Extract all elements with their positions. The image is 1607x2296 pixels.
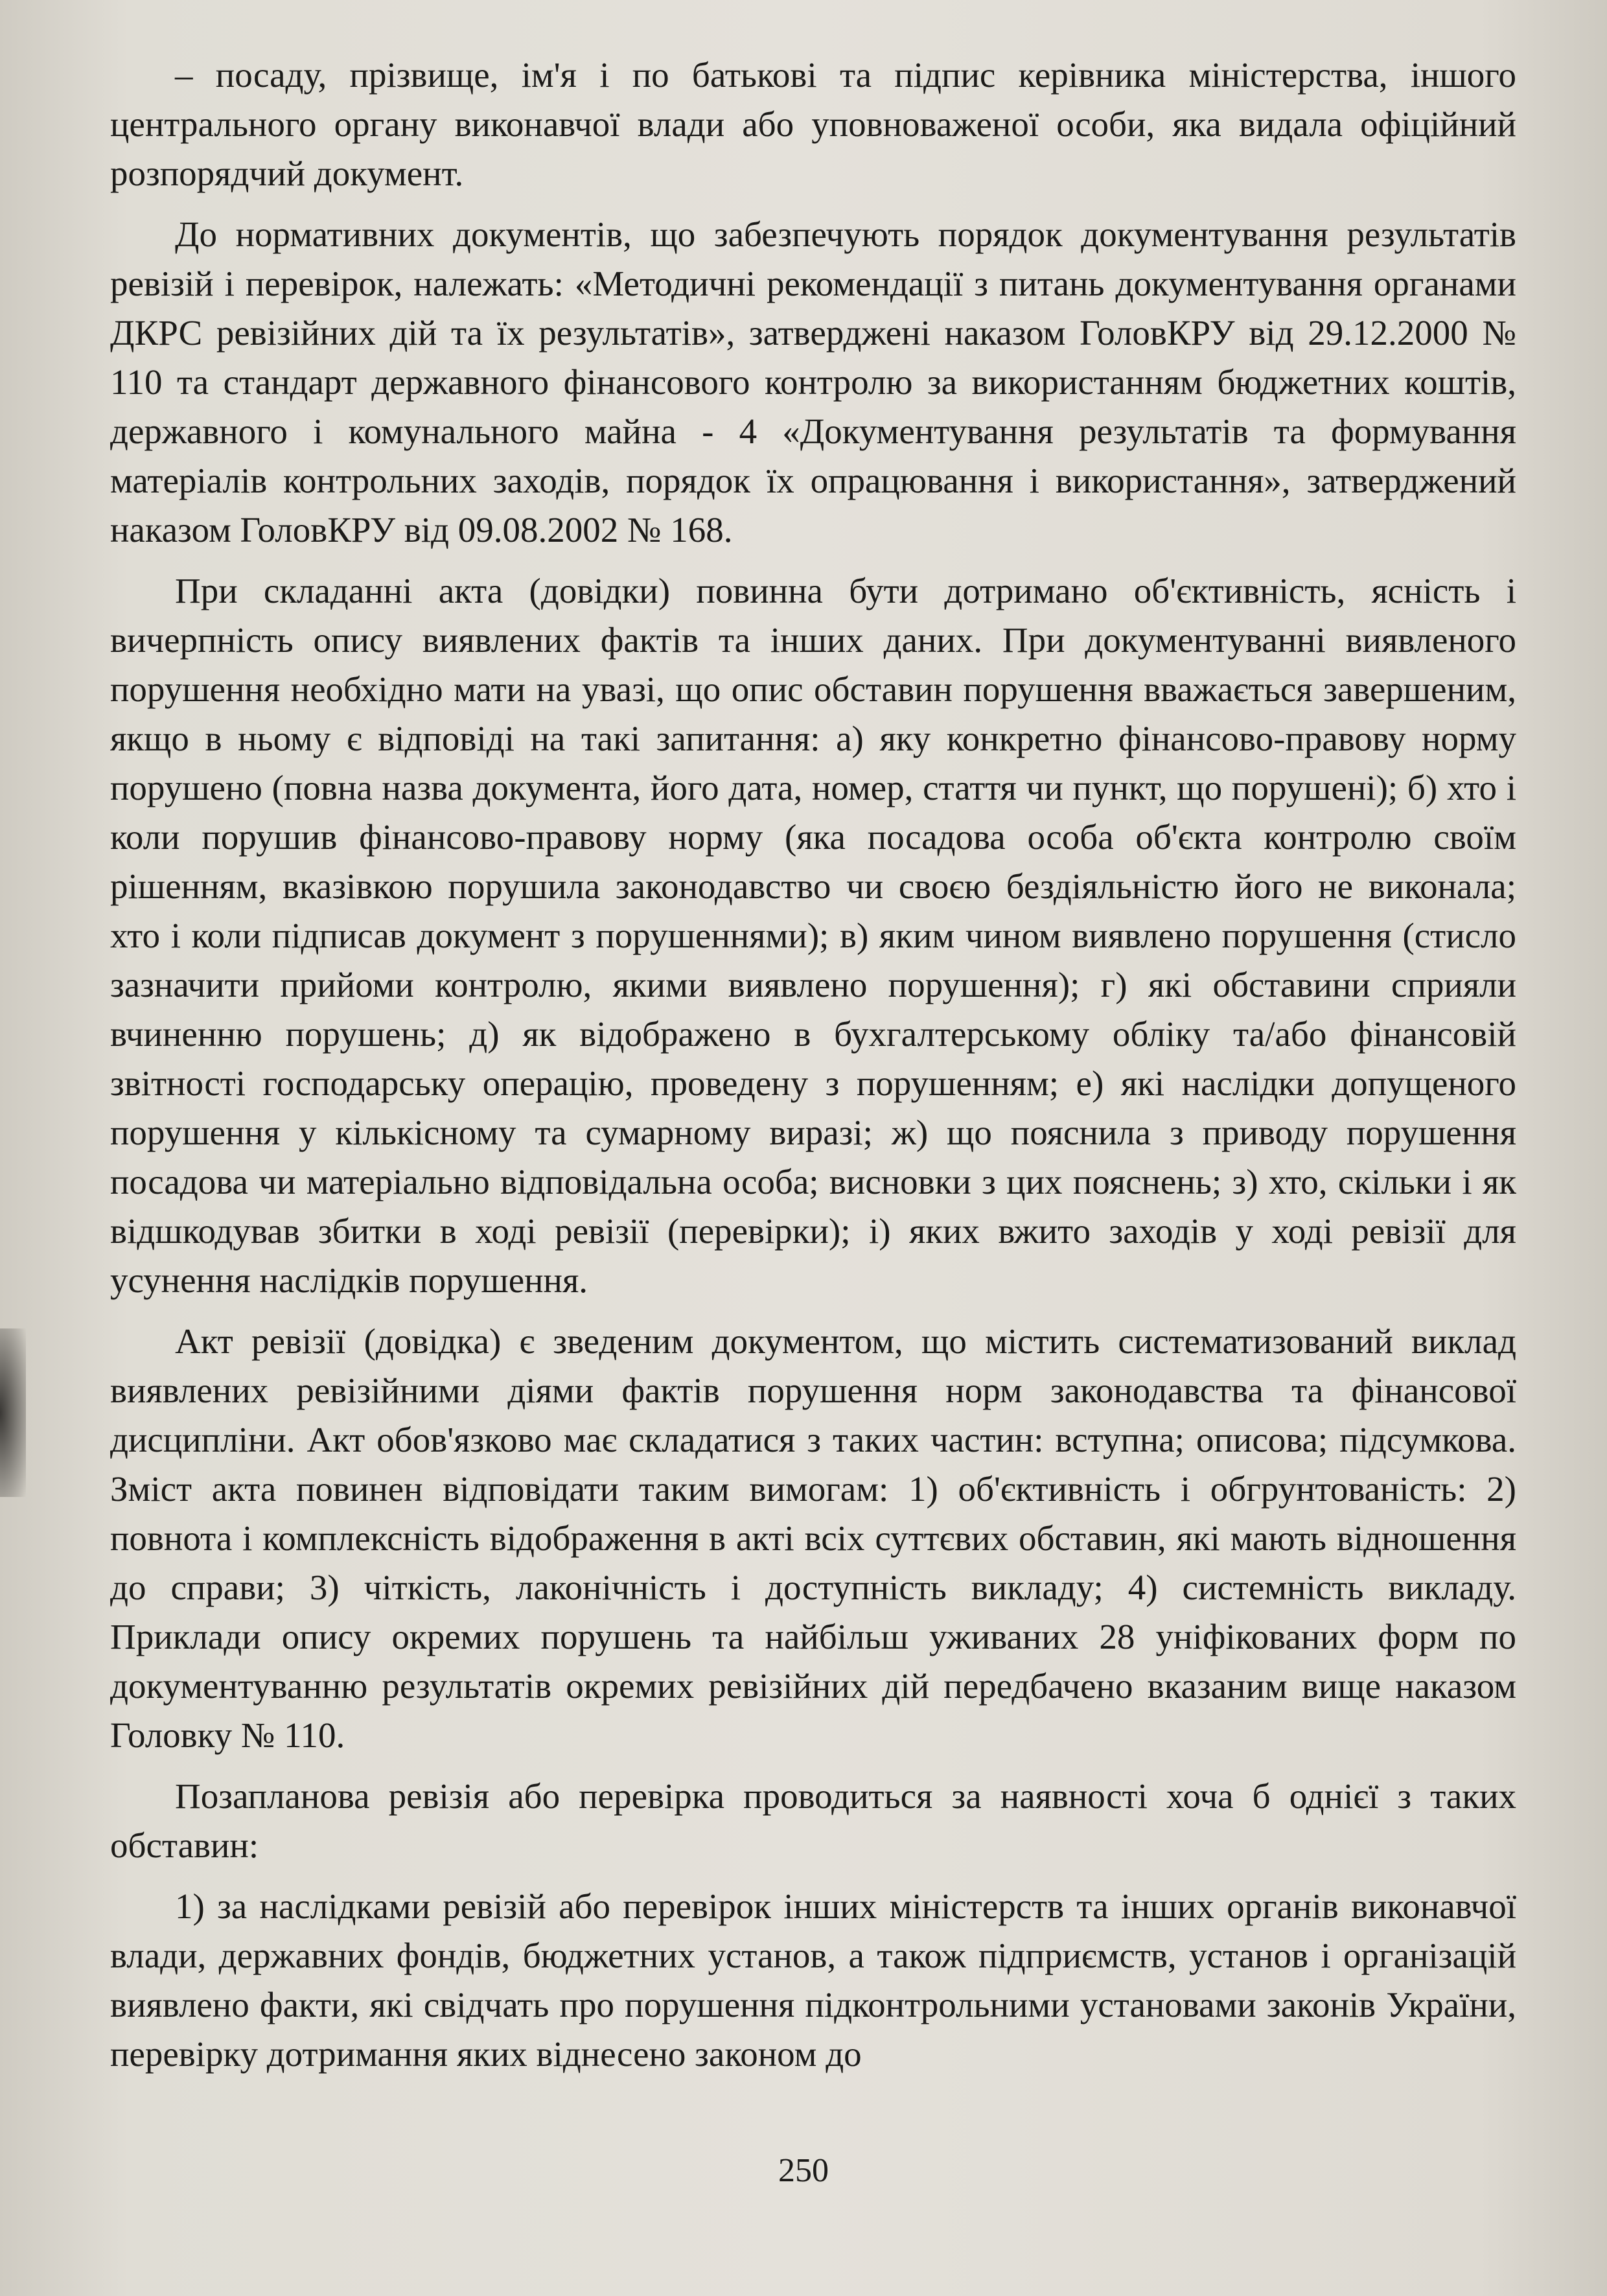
paragraph-6: 1) за наслідками ревізій або перевірок інших міністерств та інших органів виконавчої влади, державних фондів, бюджетних установ, а також підприємств, установ і організацій виявлено факти, які свідчать про порушення підконтрольними установами законів України, перевірку дотримання яких віднесено законом до <box>110 1886 1516 2074</box>
paragraph-5: Позапланова ревізія або перевірка проводиться за наявності хоча б однієї з таких обставин: <box>110 1776 1516 1865</box>
paragraph-2: До нормативних документів, що забезпечують порядок документування результатів ревізій і перевірок, належать: «Методичні рекомендації з питань документування органами ДКРС ревізійних дій та їх результатів», затверджені наказом ГоловКРУ від 29.12.2000 № 110 та стандарт державного фінансового контролю за використанням бюджетних коштів, державного і комунального майна - 4 «Документування результатів та формування матеріалів контрольних заходів, порядок їх опрацювання і використання», затверджений наказом ГоловКРУ від 09.08.2002 № 168. <box>110 215 1516 550</box>
finger-shadow <box>0 1328 26 1497</box>
paragraph-1: – посаду, прізвище, ім'я і по батькові та підпис керівника міністерства, іншого центрального органу виконавчої влади або уповноваженої особи, яка видала офіційний розпорядчий документ. <box>110 55 1516 193</box>
page-number: 250 <box>778 2152 829 2189</box>
paragraph-4: Акт ревізії (довідка) є зведеним документом, що містить систематизований виклад виявлених ревізійними діями фактів порушення норм законодавства та фінансової дисципліни. Акт обов'язково має складатися з таких частин: вступна; описова; підсумкова. Зміст акта повинен відповідати таким вимогам: 1) об'єктивність і обгрунтованість: 2) повнота і комплексність відображення в акті всіх суттєвих обставин, які мають відношення до справи; 3) чіткість, лаконічність і доступність викладу; 4) системність викладу. Приклади опису окремих порушень та найбільш уживаних 28 уніфікованих форм по документуванню результатів окремих ревізійних дій передбачено вказаним вище наказом Головку № 110. <box>110 1321 1516 1755</box>
paragraph-3: При складанні акта (довідки) повинна бути дотримано об'єктивність, ясність і вичерпність опису виявлених фактів та інших даних. При документуванні виявленого порушення необхідно мати на увазі, що опис обставин порушення вважається завершеним, якщо в ньому є відповіді на такі запитання: а) яку конкретно фінансово-правову норму порушено (повна назва документа, його дата, номер, стаття чи пункт, що порушені); б) хто і коли порушив фінансово-правову норму (яка посадова особа об'єкта контролю своїм рішенням, вказівкою порушила законодавство чи своєю бездіяльністю його не виконала; хто і коли підписав документ з порушеннями); в) яким чином виявлено порушення (стисло зазначити прийоми контролю, якими виявлено порушення); г) які обставини сприяли вчиненню порушень; д) як відображено в бухгалтерському обліку та/або фінансовій звітності господарську операцію, проведену з порушенням; е) які наслідки допущеного порушення у кількісному та сумарному виразі; ж) що пояснила з приводу порушення посадова чи матеріально відповідальна особа; висновки з цих пояснень; з) хто, скільки і як відшкодував збитки в ході ревізії (перевірки); і) яких вжито заходів у ході ревізії для усунення наслідків порушення. <box>110 571 1516 1300</box>
body-text <box>110 51 1516 2079</box>
